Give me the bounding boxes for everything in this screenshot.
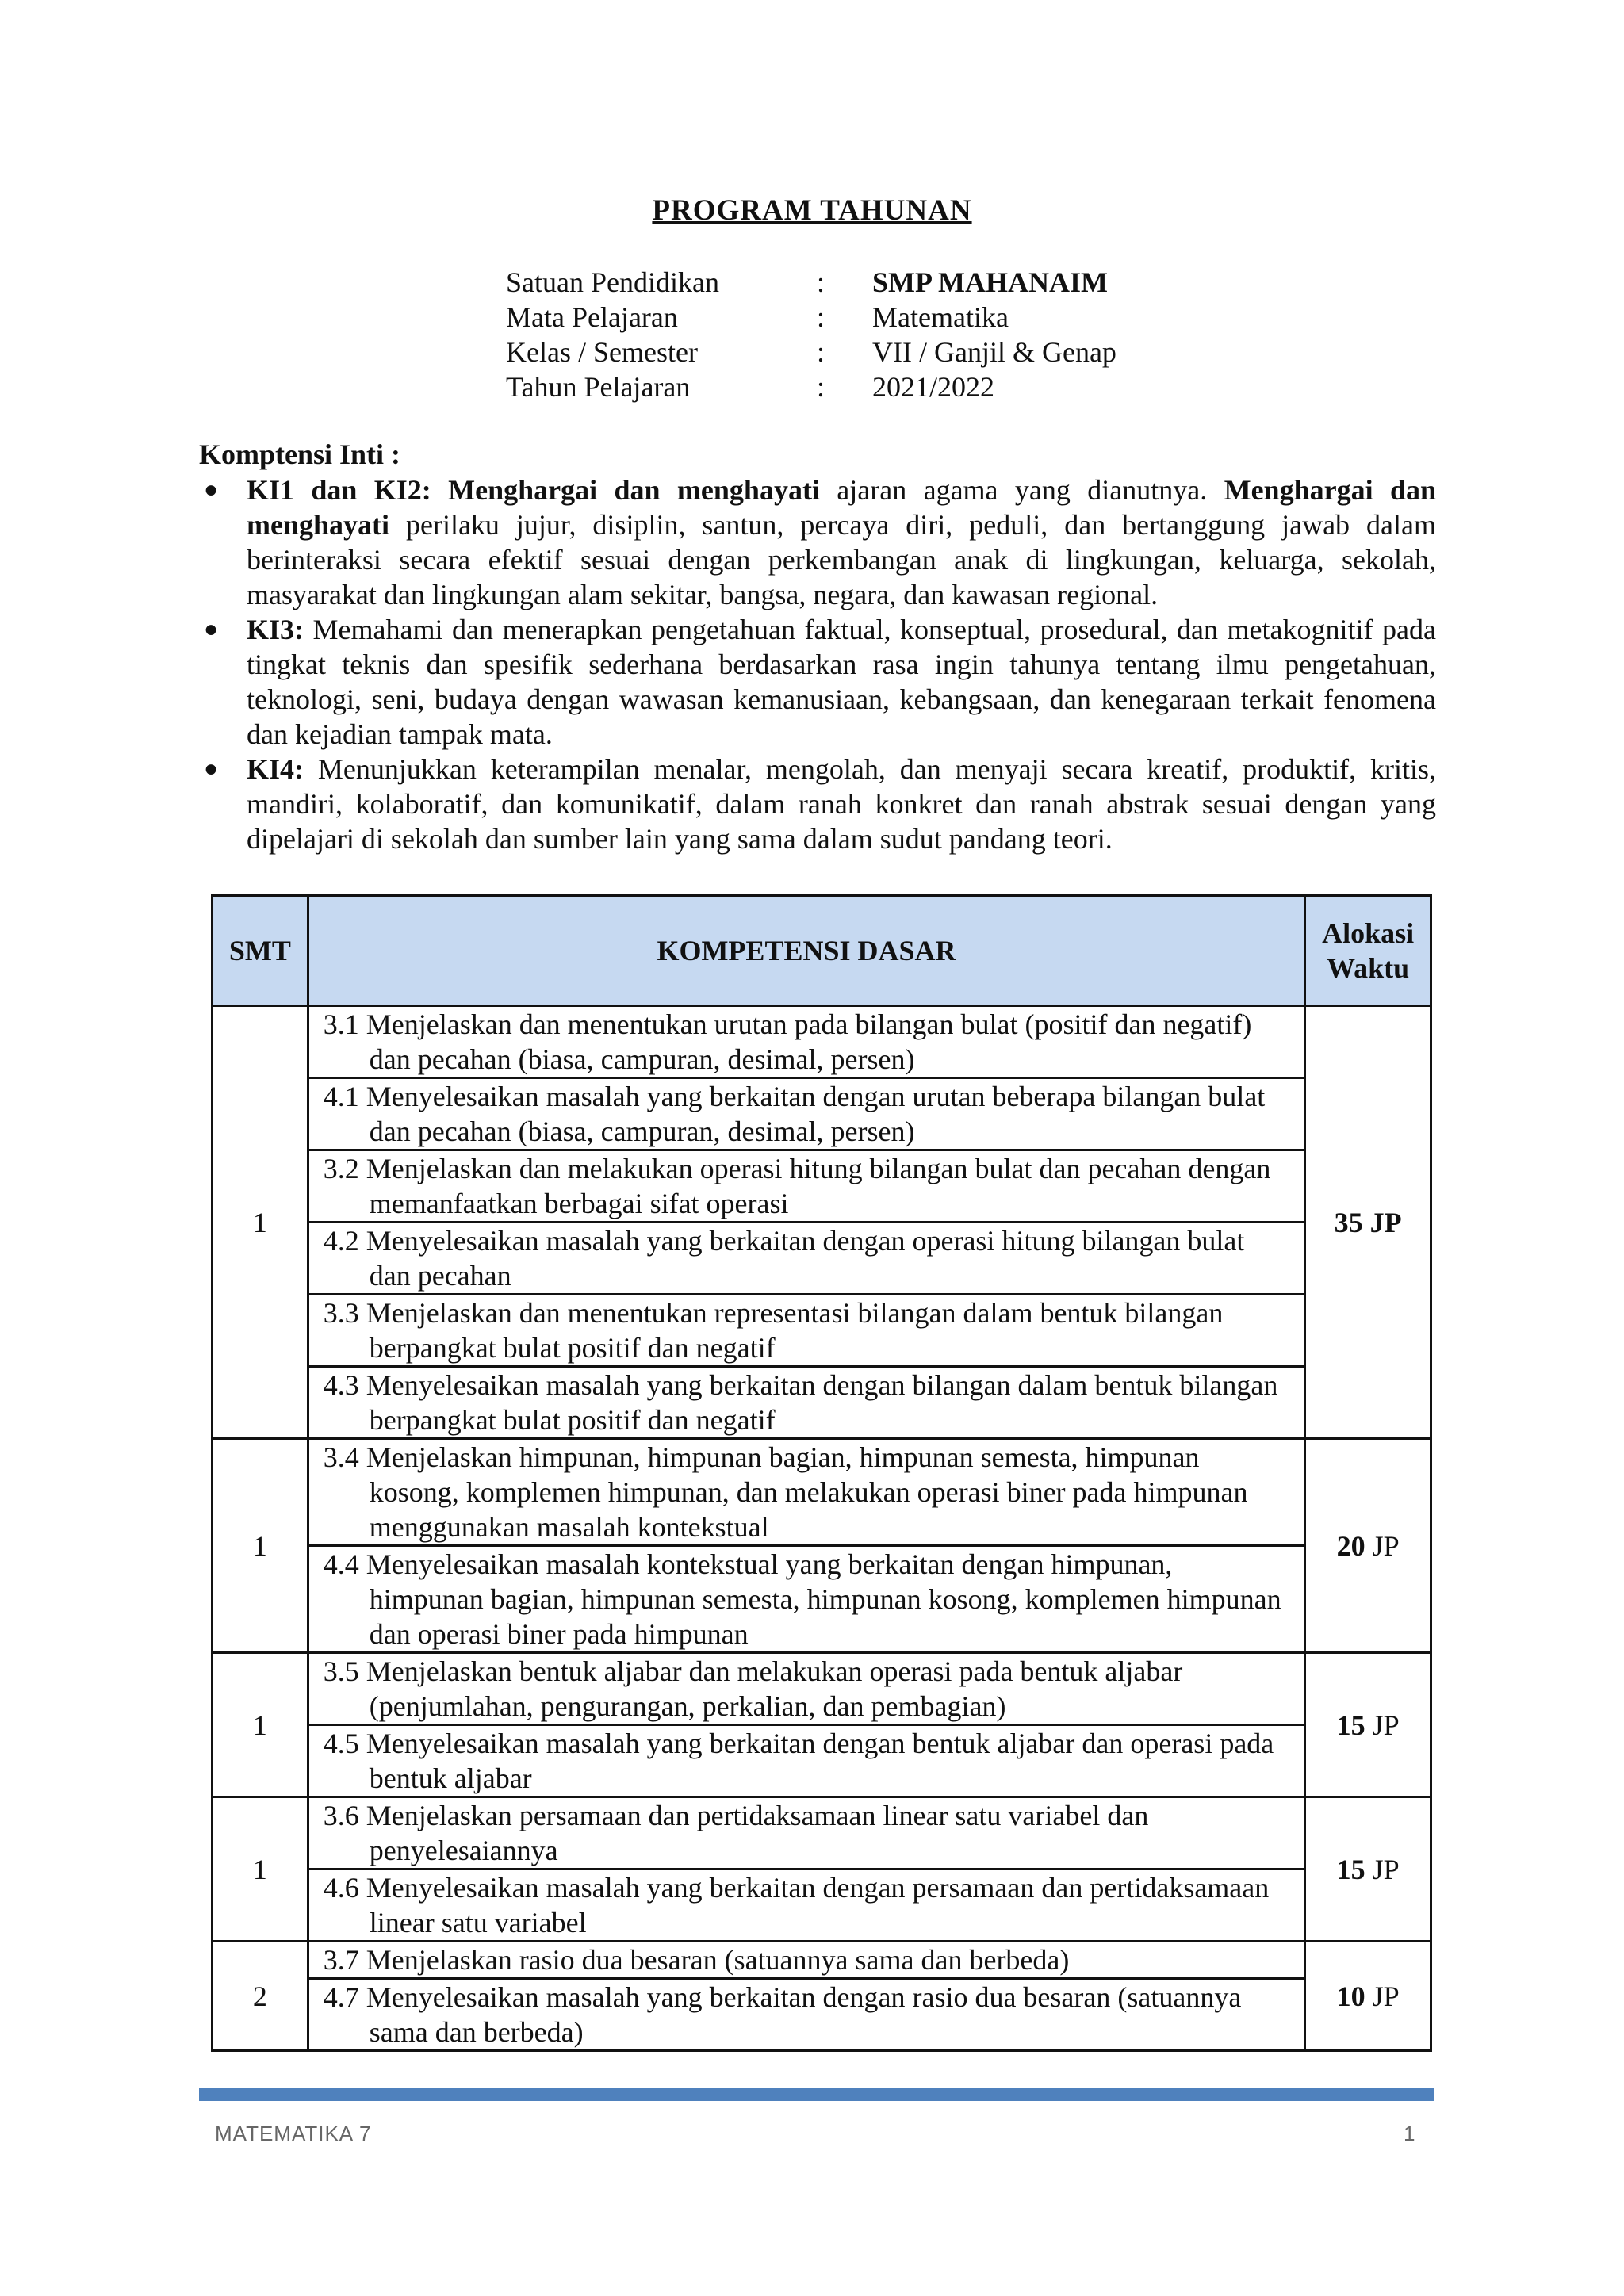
bullet-icon: ●: [204, 476, 219, 503]
cell-smt: 1: [213, 1653, 308, 1797]
cell-kd: [308, 1150, 1304, 1223]
cell-kd: [308, 1006, 1304, 1078]
identity-colon: :: [817, 371, 825, 403]
table-row: [213, 1979, 1431, 2051]
cell-kd: [308, 1439, 1304, 1546]
cell-kd: [308, 1869, 1304, 1942]
kd-text: 4.6 Menyelesaikan masalah yang berkaitan dengan persamaan dan pertidaksamaan linear satu variabel: [323, 1872, 1270, 1938]
kd-text: 4.3 Menyelesaikan masalah yang berkaitan dengan bilangan dalam bentuk bilangan berpangkat bulat positif dan negatif: [323, 1369, 1278, 1436]
identity-value: SMP MAHANAIM: [872, 266, 1108, 298]
identity-label: Kelas / Semester: [506, 336, 698, 368]
cell-kd: [308, 1725, 1304, 1797]
table-row: [213, 1006, 1431, 1078]
table-row: [213, 1295, 1431, 1367]
kd-text: 3.1 Menjelaskan dan menentukan urutan pada bilangan bulat (positif dan negatif) dan pecahan (biasa, campuran, desimal, persen): [323, 1008, 1252, 1075]
header-alokasi-waktu: [1305, 896, 1431, 1006]
header-aw-line: Alokasi: [1322, 917, 1415, 949]
jp-unit: JP: [1372, 1709, 1400, 1741]
identity-value: Matematika: [872, 301, 1009, 333]
bullet-icon: ●: [204, 756, 219, 782]
ki-text: perilaku jujur, disiplin, santun, percaya diri, peduli, dan bertanggung jawab dalam berinteraksi secara efektif sesuai dengan perkembangan anak di lingkungan, keluarga, sekolah, masyarakat dan lingkungan alam sekitar, bangsa, negara, dan kawasan regional.: [247, 509, 1436, 610]
jp-unit: JP: [1372, 1529, 1400, 1562]
header-aw-line: Waktu: [1327, 952, 1410, 984]
page-title: PROGRAM TAHUNAN: [652, 194, 972, 227]
kd-text: 4.5 Menyelesaikan masalah yang berkaitan dengan bentuk aljabar dan operasi pada bentuk aljabar: [323, 1728, 1274, 1794]
footer-subject: MATEMATIKA 7: [215, 2122, 372, 2145]
table-row: [213, 1725, 1431, 1797]
table-row: [213, 1869, 1431, 1942]
table-row: [213, 1078, 1431, 1150]
cell-kd: [308, 1797, 1304, 1869]
cell-alokasi: [1305, 1942, 1431, 2051]
kd-text: 3.3 Menjelaskan dan menentukan representasi bilangan dalam bentuk bilangan berpangkat bulat positif dan negatif: [323, 1297, 1224, 1364]
cell-smt: 1: [213, 1797, 308, 1942]
jp-number: 20: [1336, 1529, 1365, 1562]
identity-row: [506, 369, 1348, 404]
header-kd: KOMPETENSI DASAR: [308, 896, 1304, 1006]
ki-item: [199, 752, 1436, 856]
kd-text: 3.5 Menjelaskan bentuk aljabar dan melakukan operasi pada bentuk aljabar (penjumlahan, pengurangan, perkalian, dan pembagian): [323, 1655, 1183, 1722]
identity-block: [506, 265, 1348, 404]
table-header-row: [213, 896, 1431, 1006]
identity-label: Mata Pelajaran: [506, 301, 678, 333]
ki-emphasis: Menghargai dan menghayati: [448, 474, 820, 506]
cell-smt: 1: [213, 1006, 308, 1439]
cell-alokasi: [1305, 1797, 1431, 1942]
footer-divider: [199, 2088, 1434, 2101]
ki-text: Menunjukkan keterampilan menalar, mengolah, dan menyaji secara kreatif, produktif, kritis, mandiri, kolaboratif, dan komunikatif, dalam ranah konkret dan ranah abstrak sesuai dengan yang dipelajari di sekolah dan sumber lain yang sama dalam sudut pandang teori.: [247, 753, 1436, 855]
ki-list: [199, 473, 1436, 856]
ki-item: [199, 473, 1436, 612]
kd-text: 3.6 Menjelaskan persamaan dan pertidaksamaan linear satu variabel dan penyelesaiannya: [323, 1800, 1149, 1866]
cell-kd: [308, 1223, 1304, 1295]
ki-emphasis: Menghargai dan menghayati: [247, 474, 1436, 541]
ki-heading: Komptensi Inti :: [199, 438, 401, 470]
ki-code: KI4:: [247, 753, 304, 785]
cell-smt: 2: [213, 1942, 308, 2051]
jp-number: 15: [1336, 1853, 1365, 1885]
cell-kd: [308, 1942, 1304, 1979]
table-row: [213, 1439, 1431, 1546]
kd-text: 3.2 Menjelaskan dan melakukan operasi hitung bilangan bulat dan pecahan dengan memanfaatkan berbagai sifat operasi: [323, 1153, 1271, 1219]
jp-number: 35: [1334, 1206, 1363, 1238]
table-row: [213, 1653, 1431, 1725]
jp-unit: JP: [1369, 1206, 1402, 1238]
cell-alokasi: [1305, 1653, 1431, 1797]
table-row: [213, 1797, 1431, 1869]
cell-kd: [308, 1653, 1304, 1725]
ki-text: ajaran agama yang dianutnya.: [819, 474, 1224, 506]
identity-colon: :: [817, 336, 825, 368]
footer-page-number: 1: [1404, 2122, 1415, 2145]
cell-alokasi: [1305, 1439, 1431, 1653]
ki-item: [199, 612, 1436, 752]
cell-kd: [308, 1295, 1304, 1367]
identity-row: [506, 265, 1348, 300]
identity-value: 2021/2022: [872, 371, 995, 403]
kd-text: 4.1 Menyelesaikan masalah yang berkaitan dengan urutan beberapa bilangan bulat dan pecahan (biasa, campuran, desimal, persen): [323, 1081, 1266, 1147]
identity-colon: :: [817, 266, 825, 298]
kd-text: 3.7 Menjelaskan rasio dua besaran (satuannya sama dan berbeda): [323, 1944, 1070, 1976]
identity-value: VII / Ganjil & Genap: [872, 336, 1116, 368]
jp-number: 10: [1336, 1980, 1365, 2012]
jp-unit: JP: [1372, 1980, 1400, 2012]
table-row: [213, 1150, 1431, 1223]
cell-alokasi: [1305, 1006, 1431, 1439]
table-row: [213, 1546, 1431, 1653]
identity-row: [506, 300, 1348, 335]
identity-label: Satuan Pendidikan: [506, 266, 719, 298]
kd-text: 4.2 Menyelesaikan masalah yang berkaitan dengan operasi hitung bilangan bulat dan pecahan: [323, 1225, 1245, 1292]
ki-text: Memahami dan menerapkan pengetahuan faktual, konseptual, prosedural, dan metakognitif pada tingkat teknis dan spesifik sederhana berdasarkan rasa ingin tahunya tentang ilmu pengetahuan, teknologi, seni, budaya dengan wawasan kemanusiaan, kebangsaan, dan kenegaraan terkait fenomena dan kejadian tampak mata.: [247, 614, 1436, 750]
kd-text: 4.7 Menyelesaikan masalah yang berkaitan dengan rasio dua besaran (satuannya sama dan berbeda): [323, 1981, 1242, 2048]
kd-text: 4.4 Menyelesaikan masalah kontekstual yang berkaitan dengan himpunan, himpunan bagian, himpunan semesta, himpunan kosong, komplemen himpunan dan operasi biner pada himpunan: [323, 1548, 1281, 1650]
table-row: [213, 1223, 1431, 1295]
cell-kd: [308, 1367, 1304, 1439]
cell-kd: [308, 1546, 1304, 1653]
jp-number: 15: [1336, 1709, 1365, 1741]
kompetensi-dasar-table: [211, 894, 1432, 2052]
identity-label: Tahun Pelajaran: [506, 371, 691, 403]
identity-row: [506, 335, 1348, 369]
table-row: [213, 1367, 1431, 1439]
cell-kd: [308, 1979, 1304, 2051]
kd-text: 3.4 Menjelaskan himpunan, himpunan bagian, himpunan semesta, himpunan kosong, komplemen himpunan, dan melakukan operasi biner pada himpunan menggunakan masalah kontekstual: [323, 1441, 1248, 1543]
cell-smt: 1: [213, 1439, 308, 1653]
header-smt: SMT: [213, 896, 308, 1006]
table-row: [213, 1942, 1431, 1979]
ki-code: KI1 dan KI2:: [247, 474, 431, 506]
cell-kd: [308, 1078, 1304, 1150]
bullet-icon: ●: [204, 616, 219, 642]
identity-colon: :: [817, 301, 825, 333]
jp-unit: JP: [1372, 1853, 1400, 1885]
ki-code: KI3:: [247, 614, 304, 645]
